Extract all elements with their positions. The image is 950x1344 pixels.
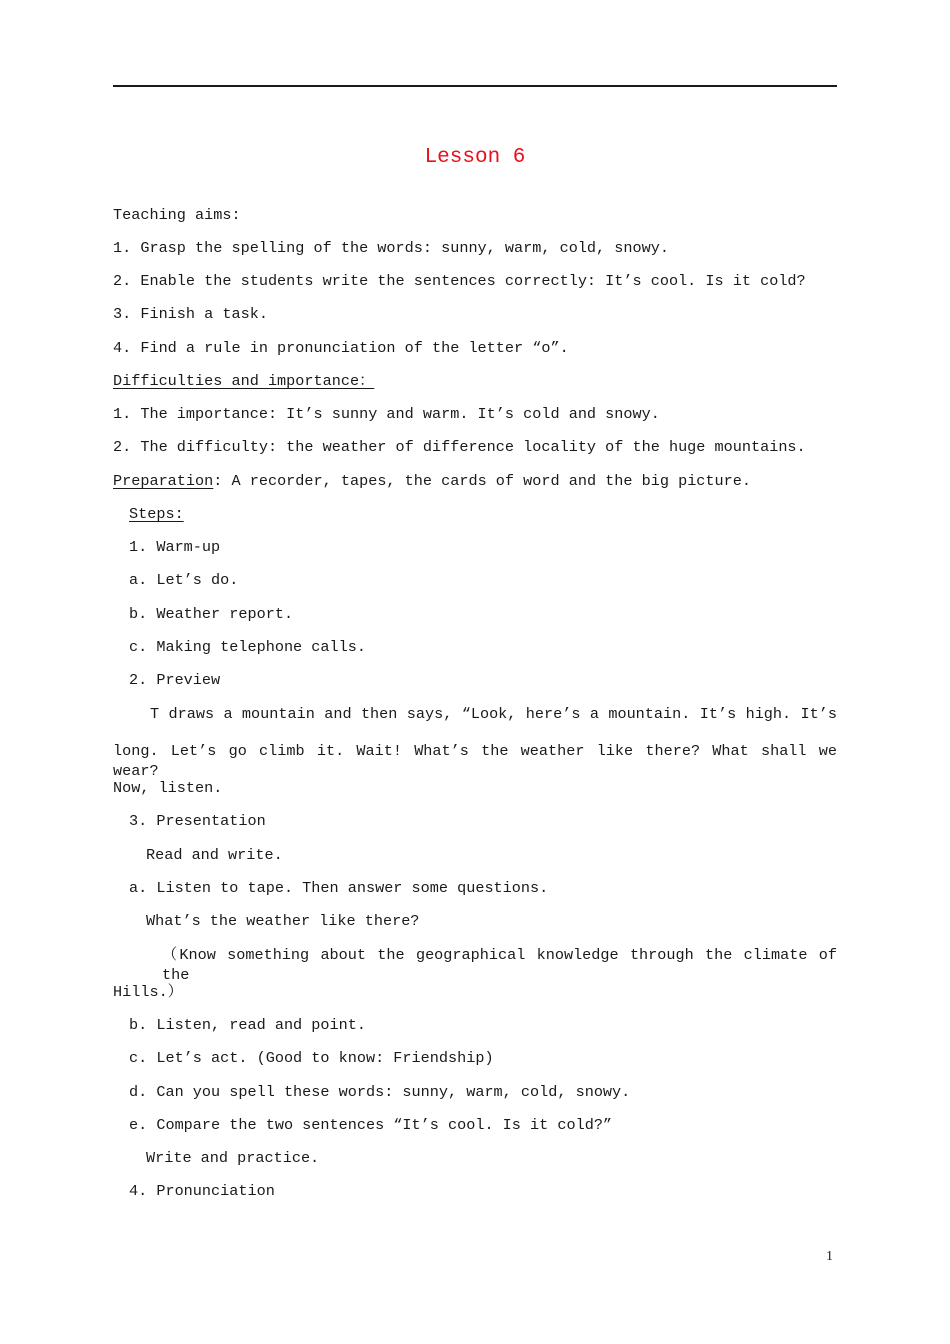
write-and-practice: Write and practice. xyxy=(146,1149,320,1167)
aim-item: 2. Enable the students write the sentences correctly: It’s cool. Is it cold? xyxy=(113,272,806,290)
presentation-item-b: b. Listen, read and point. xyxy=(129,1016,366,1034)
difficulty-item: 2. The difficulty: the weather of difference locality of the huge mountains. xyxy=(113,438,806,456)
difficulty-item: 1. The importance: It’s sunny and warm. It’s cold and snowy. xyxy=(113,405,660,423)
difficulties-heading: Difficulties and importance： xyxy=(113,372,375,390)
preview-paragraph-line: Now, listen. xyxy=(113,779,223,797)
aim-item: 3. Finish a task. xyxy=(113,305,268,323)
lesson-title: Lesson 6 xyxy=(424,146,526,169)
preparation-label: Preparation xyxy=(113,472,214,490)
step-pronunciation: 4. Pronunciation xyxy=(129,1182,275,1200)
header-rule xyxy=(113,85,837,87)
presentation-item-a: a. Listen to tape. Then answer some questions. xyxy=(129,879,549,897)
preparation-line xyxy=(113,471,751,491)
steps-heading: Steps: xyxy=(129,505,184,523)
presentation-item-e: e. Compare the two sentences “It’s cool. Is it cold?” xyxy=(129,1116,613,1134)
page-number: 1 xyxy=(826,1249,833,1264)
aims-heading: Teaching aims: xyxy=(113,206,241,224)
read-and-write: Read and write. xyxy=(146,846,283,864)
step-presentation: 3. Presentation xyxy=(129,812,266,830)
know-paragraph-line: （Know something about the geographical knowledge through the climate of the xyxy=(162,946,837,984)
aim-item: 1. Grasp the spelling of the words: sunny, warm, cold, snowy. xyxy=(113,239,669,257)
weather-question: What’s the weather like there? xyxy=(146,912,420,930)
step-preview: 2. Preview xyxy=(129,671,221,689)
presentation-item-d: d. Can you spell these words: sunny, warm, cold, snowy. xyxy=(129,1083,631,1101)
step-warmup: 1. Warm-up xyxy=(129,538,221,556)
aim-item: 4. Find a rule in pronunciation of the letter “o”. xyxy=(113,339,569,357)
warmup-item: b. Weather report. xyxy=(129,605,294,623)
preview-paragraph-line: T draws a mountain and then says, “Look, here’s a mountain. It’s high. It’s xyxy=(150,705,837,723)
preparation-text: : A recorder, tapes, the cards of word and the big picture. xyxy=(213,472,751,490)
warmup-item: a. Let’s do. xyxy=(129,571,239,589)
preview-paragraph-line: long. Let’s go climb it. Wait! What’s the weather like there? What shall we wear? xyxy=(113,742,837,780)
warmup-item: c. Making telephone calls. xyxy=(129,638,366,656)
presentation-item-c: c. Let’s act. (Good to know: Friendship) xyxy=(129,1049,494,1067)
know-paragraph-line: Hills.） xyxy=(113,983,183,1001)
